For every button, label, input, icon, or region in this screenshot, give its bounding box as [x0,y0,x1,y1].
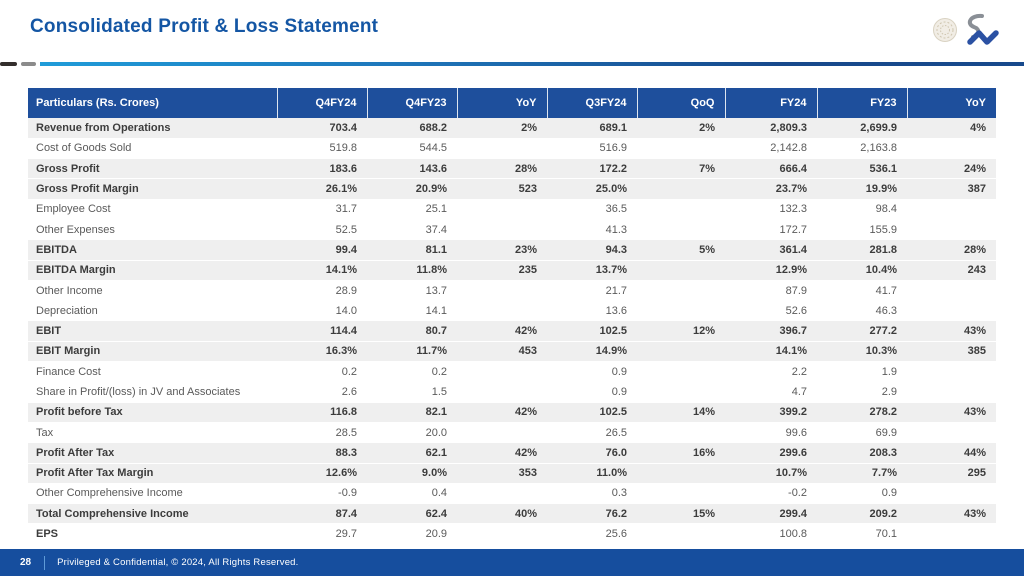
row-value: 295 [907,463,996,483]
row-value: 278.2 [817,402,907,422]
table-row [28,443,996,463]
row-value: 102.5 [547,321,637,341]
row-value: 1.9 [817,362,907,382]
row-value: 19.9% [817,179,907,199]
table-header-row [28,88,996,118]
row-label: Depreciation [28,301,277,321]
row-value [457,138,547,158]
row-value: 24% [907,159,996,179]
row-value: 2,142.8 [725,138,817,158]
row-value [907,301,996,321]
row-value: 20.9% [367,179,457,199]
row-value: 666.4 [725,159,817,179]
row-value: 209.2 [817,504,907,524]
table-row [28,321,996,341]
row-value [907,382,996,402]
row-value: 0.2 [367,362,457,382]
row-value [907,524,996,544]
row-value: 544.5 [367,138,457,158]
row-value: 0.9 [817,483,907,503]
row-value: 523 [457,179,547,199]
row-value: 52.5 [277,219,367,239]
row-value: 2.2 [725,362,817,382]
row-value: 31.7 [277,199,367,219]
row-value: 11.0% [547,463,637,483]
row-value: 99.6 [725,422,817,442]
row-label: Profit After Tax [28,443,277,463]
column-header-particulars: Particulars (Rs. Crores) [28,88,277,118]
column-header-q4fy23: Q4FY23 [367,88,457,118]
row-value: 21.7 [547,280,637,300]
table-row [28,362,996,382]
divider-dark-dash [0,62,17,66]
row-value: 41.7 [817,280,907,300]
row-value: 28% [907,240,996,260]
row-value: 25.1 [367,199,457,219]
row-value: 10.3% [817,341,907,361]
row-value: 102.5 [547,402,637,422]
row-value [637,260,725,280]
row-value [907,362,996,382]
row-value [907,483,996,503]
row-value: 10.7% [725,463,817,483]
row-label: EBITDA Margin [28,260,277,280]
row-value: 88.3 [277,443,367,463]
row-value: 29.7 [277,524,367,544]
row-value: 7% [637,159,725,179]
column-header-yoy-quarter: YoY [457,88,547,118]
row-value: 15% [637,504,725,524]
table-row [28,199,996,219]
row-value: 98.4 [817,199,907,219]
row-value: 14.1% [725,341,817,361]
row-value: 114.4 [277,321,367,341]
page-number: 28 [20,557,32,568]
row-label: EBIT [28,321,277,341]
row-value: 14% [637,402,725,422]
table-row [28,483,996,503]
row-value: 361.4 [725,240,817,260]
table-row [28,118,996,138]
row-value [637,382,725,402]
row-value: 385 [907,341,996,361]
row-value: 23% [457,240,547,260]
row-value: 46.3 [817,301,907,321]
table-row [28,382,996,402]
table-row [28,219,996,239]
row-value: 453 [457,341,547,361]
row-value: 13.7% [547,260,637,280]
table-row [28,179,996,199]
row-value [457,362,547,382]
row-value: 353 [457,463,547,483]
table-row [28,240,996,260]
row-value [637,138,725,158]
table-row [28,159,996,179]
row-value [457,483,547,503]
row-value [637,463,725,483]
row-value: 1.5 [367,382,457,402]
title-divider [0,62,1024,67]
row-value: 7.7% [817,463,907,483]
row-value: 4.7 [725,382,817,402]
row-value: 20.9 [367,524,457,544]
row-value: 62.4 [367,504,457,524]
row-value [457,301,547,321]
row-value [457,422,547,442]
row-value: 689.1 [547,118,637,138]
row-value [637,280,725,300]
row-value: 519.8 [277,138,367,158]
row-value: 81.1 [367,240,457,260]
row-value: 12.6% [277,463,367,483]
row-value: 155.9 [817,219,907,239]
footer-bar [0,549,1024,576]
column-header-q3fy24: Q3FY24 [547,88,637,118]
row-value [907,138,996,158]
row-value: 235 [457,260,547,280]
row-value: 13.6 [547,301,637,321]
row-value: 183.6 [277,159,367,179]
row-value: 28% [457,159,547,179]
row-value: 44% [907,443,996,463]
row-value: 9.0% [367,463,457,483]
row-label: Other Expenses [28,219,277,239]
row-value: 143.6 [367,159,457,179]
row-value: 299.6 [725,443,817,463]
row-value: 396.7 [725,321,817,341]
divider-gradient-bar [40,62,1024,66]
row-value: 0.3 [547,483,637,503]
row-value: 52.6 [725,301,817,321]
row-value: 516.9 [547,138,637,158]
row-value: 94.3 [547,240,637,260]
row-value: 12.9% [725,260,817,280]
row-value: 28.5 [277,422,367,442]
row-label: Total Comprehensive Income [28,504,277,524]
table-header [28,88,996,118]
row-value: 43% [907,321,996,341]
row-value [637,219,725,239]
row-value: 5% [637,240,725,260]
row-value: 70.1 [817,524,907,544]
row-value: 14.0 [277,301,367,321]
row-label: EBITDA [28,240,277,260]
row-value: 0.4 [367,483,457,503]
table-row [28,280,996,300]
row-value [457,199,547,219]
row-value [457,219,547,239]
row-value: 41.3 [547,219,637,239]
row-value: 299.4 [725,504,817,524]
row-value: 387 [907,179,996,199]
row-value: 2.9 [817,382,907,402]
row-value [637,179,725,199]
row-value: 0.2 [277,362,367,382]
row-value: 23.7% [725,179,817,199]
row-value: 26.5 [547,422,637,442]
row-value: 99.4 [277,240,367,260]
row-value: 43% [907,402,996,422]
company-logo-icon [930,12,1008,50]
row-value: 37.4 [367,219,457,239]
row-value: 25.6 [547,524,637,544]
row-value: 42% [457,321,547,341]
table-body [28,118,996,544]
row-value [637,301,725,321]
row-label: Other Income [28,280,277,300]
row-value: 69.9 [817,422,907,442]
footer-text: Privileged & Confidential, © 2024, All Rights Reserved. [57,557,299,568]
row-value: 2,809.3 [725,118,817,138]
row-value: 87.4 [277,504,367,524]
row-label: Finance Cost [28,362,277,382]
row-value: 4% [907,118,996,138]
row-value: 36.5 [547,199,637,219]
row-value: 14.9% [547,341,637,361]
row-value: 14.1 [367,301,457,321]
column-header-fy24: FY24 [725,88,817,118]
table-row [28,422,996,442]
row-value [637,199,725,219]
row-value [637,422,725,442]
row-value [907,199,996,219]
profit-loss-table [28,88,996,545]
row-value: 703.4 [277,118,367,138]
row-value [457,524,547,544]
row-value: 2,699.9 [817,118,907,138]
row-value: 2% [637,118,725,138]
row-value [637,341,725,361]
table-row [28,138,996,158]
row-value [907,219,996,239]
table-row [28,341,996,361]
row-value [907,422,996,442]
row-value: 76.2 [547,504,637,524]
column-header-qoq: QoQ [637,88,725,118]
row-value: 172.2 [547,159,637,179]
row-value: 13.7 [367,280,457,300]
table-row [28,524,996,544]
row-label: Profit After Tax Margin [28,463,277,483]
row-value: 399.2 [725,402,817,422]
row-value: 2% [457,118,547,138]
row-label: Share in Profit/(loss) in JV and Associates [28,382,277,402]
table-row [28,463,996,483]
row-value: 11.7% [367,341,457,361]
row-label: Employee Cost [28,199,277,219]
row-value: 42% [457,443,547,463]
row-value: 62.1 [367,443,457,463]
row-label: Gross Profit Margin [28,179,277,199]
row-value: 12% [637,321,725,341]
row-value: 26.1% [277,179,367,199]
row-value: 11.8% [367,260,457,280]
column-header-q4fy24: Q4FY24 [277,88,367,118]
row-value: 14.1% [277,260,367,280]
row-value: 76.0 [547,443,637,463]
row-value: 0.9 [547,382,637,402]
row-value: 25.0% [547,179,637,199]
footer-divider [44,556,45,570]
row-value: 208.3 [817,443,907,463]
divider-gray-dash [21,62,36,66]
row-value: 132.3 [725,199,817,219]
row-value: 42% [457,402,547,422]
table-row [28,504,996,524]
row-value: 16% [637,443,725,463]
row-value: 43% [907,504,996,524]
row-value: -0.9 [277,483,367,503]
row-value: 243 [907,260,996,280]
table-row [28,260,996,280]
row-value: 100.8 [725,524,817,544]
row-value: 87.9 [725,280,817,300]
row-value: 40% [457,504,547,524]
row-label: EPS [28,524,277,544]
column-header-fy23: FY23 [817,88,907,118]
row-value [637,483,725,503]
row-label: Other Comprehensive Income [28,483,277,503]
row-value: 80.7 [367,321,457,341]
row-value: 116.8 [277,402,367,422]
row-value: 281.8 [817,240,907,260]
row-value: -0.2 [725,483,817,503]
table-row [28,402,996,422]
row-label: Tax [28,422,277,442]
row-value [637,524,725,544]
row-value: 82.1 [367,402,457,422]
row-value: 688.2 [367,118,457,138]
row-value: 277.2 [817,321,907,341]
row-value [637,362,725,382]
column-header-yoy-annual: YoY [907,88,996,118]
row-value: 172.7 [725,219,817,239]
row-value [457,382,547,402]
table-row [28,301,996,321]
row-label: Revenue from Operations [28,118,277,138]
row-value [907,280,996,300]
row-value: 536.1 [817,159,907,179]
row-value: 16.3% [277,341,367,361]
row-value: 20.0 [367,422,457,442]
row-value: 0.9 [547,362,637,382]
row-label: Cost of Goods Sold [28,138,277,158]
row-label: Gross Profit [28,159,277,179]
page-title: Consolidated Profit & Loss Statement [30,16,379,37]
row-value: 2.6 [277,382,367,402]
row-value: 10.4% [817,260,907,280]
row-value: 28.9 [277,280,367,300]
row-value: 2,163.8 [817,138,907,158]
row-label: EBIT Margin [28,341,277,361]
row-value [457,280,547,300]
row-label: Profit before Tax [28,402,277,422]
